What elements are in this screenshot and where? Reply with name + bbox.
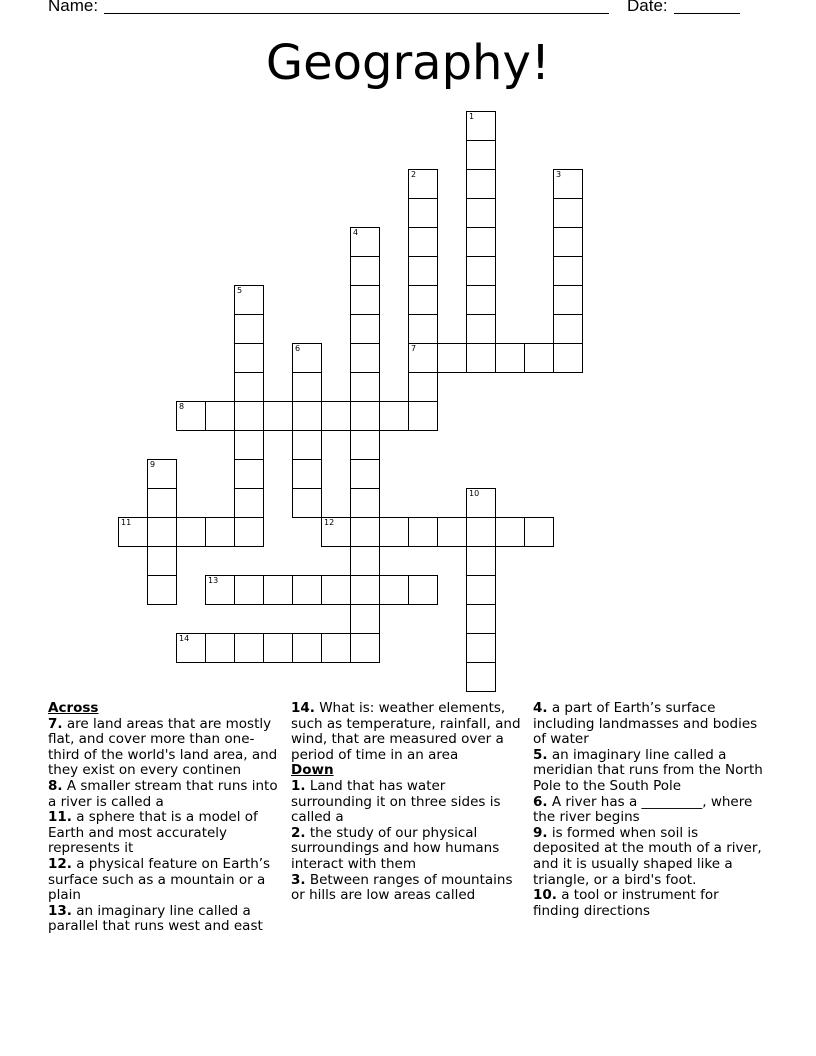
grid-cell	[466, 633, 496, 663]
cell-number: 8	[179, 402, 185, 411]
clue-number: 3.	[291, 871, 306, 888]
clue-number: 8.	[48, 777, 63, 794]
clues-column-3	[533, 701, 767, 919]
grid-cell	[408, 343, 438, 373]
grid-cell	[176, 401, 206, 431]
clue-number: 13.	[48, 902, 72, 919]
date-label: Date:	[627, 0, 668, 15]
grid-cell	[437, 343, 467, 373]
clue-text: a sphere that is a model of Earth and most accurately represents it	[48, 809, 258, 857]
grid-cell	[147, 459, 177, 489]
grid-cell	[350, 430, 380, 460]
grid-cell	[234, 372, 264, 402]
cell-number: 12	[324, 518, 335, 527]
clue-down-6	[533, 795, 767, 826]
grid-cell	[292, 575, 322, 605]
grid-cell	[553, 169, 583, 199]
grid-cell	[205, 401, 235, 431]
grid-cell	[321, 575, 351, 605]
grid-cell	[408, 256, 438, 286]
grid-cell	[350, 575, 380, 605]
grid-cell	[524, 343, 554, 373]
grid-cell	[292, 633, 322, 663]
grid-cell	[466, 314, 496, 344]
grid-cell	[466, 604, 496, 634]
grid-cell	[292, 430, 322, 460]
across-heading: Across	[48, 700, 99, 716]
clue-number: 14.	[291, 700, 315, 716]
grid-cell	[466, 575, 496, 605]
grid-cell	[350, 285, 380, 315]
cell-number: 3	[556, 170, 562, 179]
clue-down-4	[533, 701, 767, 748]
grid-cell	[147, 546, 177, 576]
grid-cell	[147, 488, 177, 518]
cell-number: 14	[179, 634, 190, 643]
clue-number: 2.	[291, 824, 306, 841]
grid-cell	[292, 401, 322, 431]
clue-text: A river has a _________, where the river begins	[533, 793, 753, 826]
grid-cell	[553, 314, 583, 344]
grid-cell	[205, 575, 235, 605]
clue-text: are land areas that are mostly flat, and cover more than one-third of the world's land area, and they exist on every continen	[48, 715, 278, 779]
grid-cell	[408, 401, 438, 431]
cell-number: 10	[469, 489, 480, 498]
clue-number: 9.	[533, 824, 548, 841]
cell-number: 4	[353, 228, 359, 237]
down-heading: Down	[291, 762, 334, 779]
clue-text: an imaginary line called a parallel that runs west and east	[48, 902, 263, 935]
grid-cell	[379, 575, 409, 605]
clue-text: Land that has water surrounding it on three sides is called a	[291, 777, 501, 826]
grid-cell	[321, 517, 351, 547]
grid-cell	[466, 662, 496, 692]
cell-number: 5	[237, 286, 243, 295]
clue-across-8	[48, 779, 282, 810]
grid-cell	[495, 517, 525, 547]
grid-cell	[205, 517, 235, 547]
grid-cell	[408, 227, 438, 257]
clues-column-2	[291, 701, 525, 904]
grid-cell	[408, 314, 438, 344]
grid-cell	[292, 488, 322, 518]
clue-down-9	[533, 826, 767, 888]
grid-cell	[234, 459, 264, 489]
grid-cell	[553, 343, 583, 373]
clue-text: Between ranges of mountains or hills are low areas called	[291, 871, 513, 904]
grid-cell	[350, 488, 380, 518]
cell-number: 1	[469, 112, 475, 121]
grid-cell	[379, 517, 409, 547]
clue-down-2	[291, 826, 525, 873]
grid-cell	[495, 343, 525, 373]
cell-number: 2	[411, 170, 417, 179]
grid-cell	[466, 140, 496, 170]
grid-cell	[205, 633, 235, 663]
grid-cell	[553, 256, 583, 286]
clue-number: 6.	[533, 793, 548, 810]
clue-across-12	[48, 857, 282, 904]
grid-cell	[553, 227, 583, 257]
grid-cell	[350, 546, 380, 576]
grid-cell	[408, 372, 438, 402]
grid-cell	[234, 401, 264, 431]
grid-cell	[234, 343, 264, 373]
clue-text: an imaginary line called a meridian that runs from the North Pole to the South Pole	[533, 746, 763, 794]
grid-cell	[263, 633, 293, 663]
grid-cell	[408, 198, 438, 228]
clue-number: 12.	[48, 855, 72, 872]
grid-cell	[147, 517, 177, 547]
grid-cell	[263, 401, 293, 431]
grid-cell	[234, 285, 264, 315]
grid-cell	[234, 430, 264, 460]
grid-cell	[350, 401, 380, 431]
grid-cell	[234, 314, 264, 344]
grid-cell	[408, 517, 438, 547]
cell-number: 9	[150, 460, 156, 469]
clue-text: a part of Earth’s surface including landmasses and bodies of water	[533, 700, 758, 748]
grid-cell	[350, 227, 380, 257]
grid-cell	[234, 517, 264, 547]
grid-cell	[553, 285, 583, 315]
grid-cell	[147, 575, 177, 605]
grid-cell	[292, 372, 322, 402]
grid-cell	[408, 575, 438, 605]
grid-cell	[437, 517, 467, 547]
grid-cell	[553, 198, 583, 228]
grid-cell	[350, 633, 380, 663]
grid-cell	[234, 575, 264, 605]
grid-cell	[524, 517, 554, 547]
grid-cell	[350, 256, 380, 286]
grid-cell	[176, 633, 206, 663]
grid-cell	[350, 314, 380, 344]
grid-cell	[466, 256, 496, 286]
grid-cell	[234, 633, 264, 663]
clue-text: a tool or instrument for finding directions	[533, 887, 719, 919]
cell-number: 11	[121, 518, 132, 527]
grid-cell	[466, 198, 496, 228]
clue-down-5	[533, 748, 767, 795]
grid-cell	[321, 401, 351, 431]
grid-cell	[408, 285, 438, 315]
grid-cell	[466, 285, 496, 315]
clue-across-11	[48, 810, 282, 857]
clue-across-14	[291, 701, 525, 763]
clue-text: A smaller stream that runs into a river is called a	[48, 777, 278, 810]
grid-cell	[350, 343, 380, 373]
grid-cell	[350, 604, 380, 634]
grid-cell	[350, 459, 380, 489]
clue-across-13	[48, 904, 282, 935]
name-label: Name:	[48, 0, 99, 15]
grid-cell	[292, 343, 322, 373]
clue-number: 11.	[48, 809, 72, 826]
cell-number: 13	[208, 576, 219, 585]
clue-down-10	[533, 888, 767, 919]
clue-number: 5.	[533, 746, 548, 763]
grid-cell	[466, 488, 496, 518]
grid-cell	[408, 169, 438, 199]
clue-text: is formed when soil is deposited at the mouth of a river, and it is usually shaped like a triangle, or a bird's foot.	[533, 824, 762, 888]
clue-number: 7.	[48, 715, 63, 732]
grid-cell	[379, 401, 409, 431]
cell-number: 7	[411, 344, 417, 353]
grid-cell	[118, 517, 148, 547]
clue-down-1	[291, 779, 525, 826]
grid-cell	[466, 546, 496, 576]
clue-number: 10.	[533, 887, 557, 904]
clue-number: 4.	[533, 700, 548, 716]
grid-cell	[466, 227, 496, 257]
grid-cell	[234, 488, 264, 518]
clue-across-7	[48, 717, 282, 779]
clue-text: What is: weather elements, such as temperature, rainfall, and wind, that are measured over a period of time in an area	[291, 700, 521, 763]
grid-cell	[466, 111, 496, 141]
grid-cell	[176, 517, 206, 547]
clue-down-3	[291, 873, 525, 904]
cell-number: 6	[295, 344, 301, 353]
clue-text: a physical feature on Earth’s surface such as a mountain or a plain	[48, 855, 271, 904]
page-title: Geography!	[265, 35, 551, 91]
grid-cell	[321, 633, 351, 663]
grid-cell	[263, 575, 293, 605]
grid-cell	[292, 459, 322, 489]
grid-cell	[466, 343, 496, 373]
grid-cell	[350, 372, 380, 402]
clue-text: the study of our physical surroundings and how humans interact with them	[291, 824, 500, 872]
grid-cell	[350, 517, 380, 547]
clues-column-1	[48, 701, 282, 935]
grid-cell	[466, 169, 496, 199]
grid-cell	[466, 517, 496, 547]
clue-number: 1.	[291, 777, 306, 794]
